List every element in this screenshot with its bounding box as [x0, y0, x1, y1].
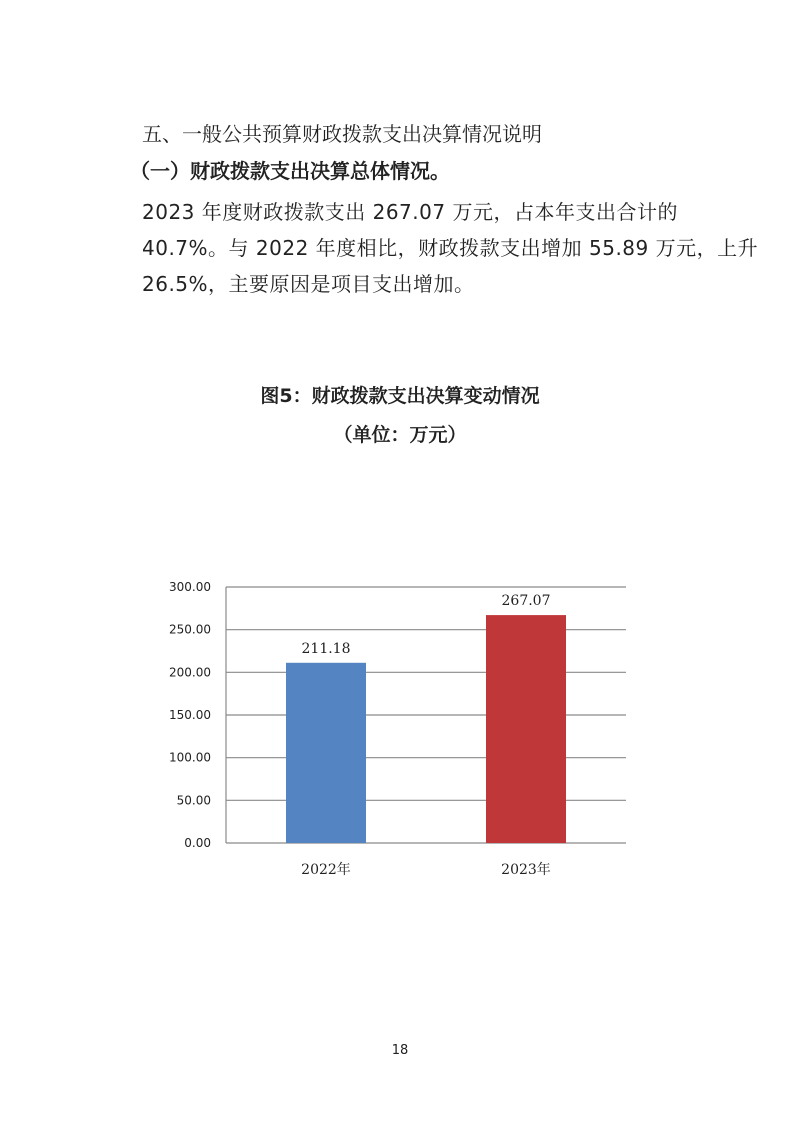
y-tick-label: 300.00: [169, 580, 211, 594]
data-label: 267.07: [501, 593, 551, 610]
figure-title: 图5：财政拨款支出决算变动情况: [260, 385, 540, 407]
figure-unit: （单位：万元）: [333, 424, 467, 446]
y-tick-label: 200.00: [169, 665, 211, 680]
bar: [486, 615, 566, 843]
section-heading: 五、一般公共预算财政拨款支出决算情况说明: [142, 122, 542, 146]
x-tick-label: 2022年: [301, 862, 351, 878]
data-label: 211.18: [301, 640, 351, 657]
y-tick-label: 250.00: [169, 622, 211, 637]
paragraph-line-3: 26.5%，主要原因是项目支出增加。: [142, 272, 475, 296]
page-number: 18: [391, 1043, 409, 1058]
y-tick-label: 50.00: [176, 793, 211, 808]
paragraph-line-2: 40.7%。与 2022 年度相比，财政拨款支出增加 55.89 万元，上升: [142, 236, 759, 260]
y-tick-label: 150.00: [169, 708, 211, 722]
paragraph-line-1: 2023 年度财政拨款支出 267.07 万元，占本年支出合计的: [142, 200, 678, 224]
section-subheading: （一）财政拨款支出决算总体情况。: [130, 159, 450, 183]
x-tick-label: 2023年: [501, 862, 551, 878]
bar-chart: [160, 570, 640, 890]
y-tick-label: 0.00: [184, 836, 211, 850]
bar: [286, 663, 366, 843]
y-tick-label: 100.00: [169, 750, 211, 765]
